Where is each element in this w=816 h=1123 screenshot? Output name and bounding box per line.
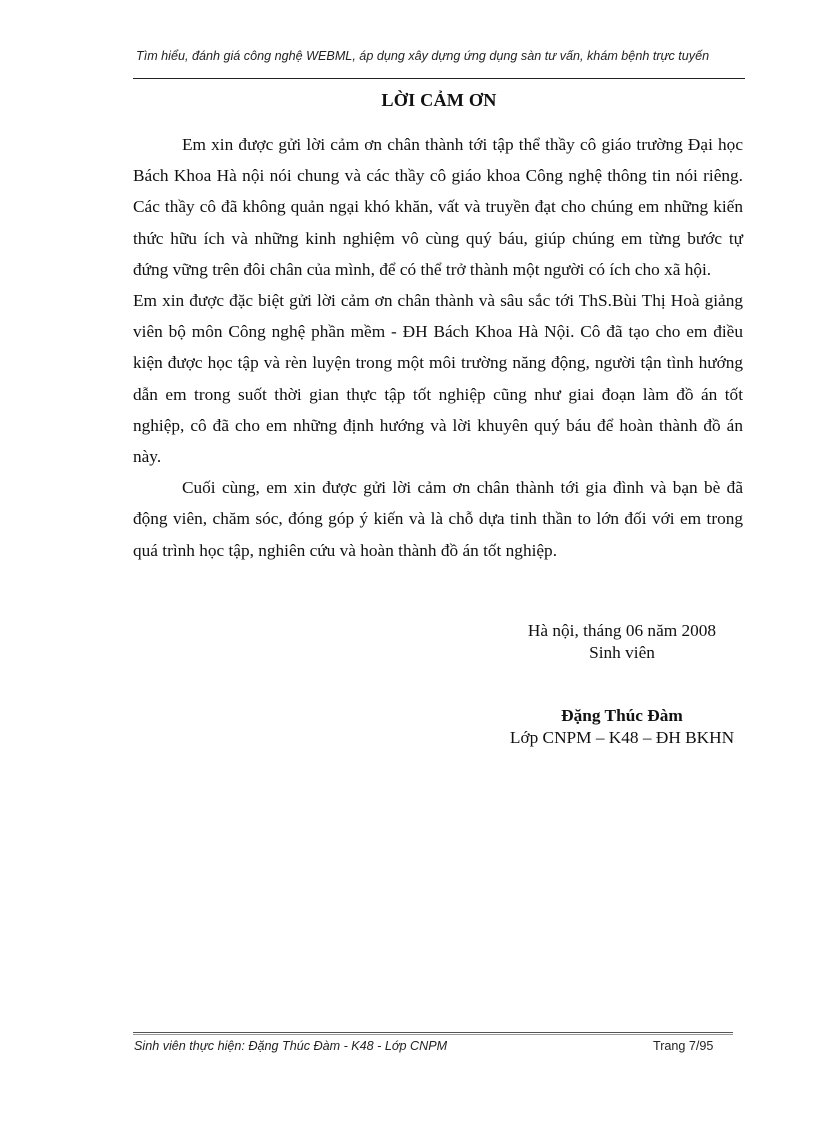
page-title: LỜI CẢM ƠN	[381, 90, 497, 110]
footer-author: Sinh viên thực hiện: Đặng Thúc Đàm - K48 - Lớp CNPM	[134, 1039, 448, 1053]
running-header: Tìm hiểu, đánh giá công nghệ WEBML, áp dụng xây dựng ứng dụng sàn tư vấn, khám bệnh trực tuyến	[136, 49, 710, 63]
paragraph-2: Em xin được đặc biệt gửi lời cảm ơn chân thành và sâu sắc tới ThS.Bùi Thị Hoà giảng viên bộ môn Công nghệ phần mềm - ĐH Bách Khoa Hà Nội. Cô đã tạo cho em điều kiện được học tập và rèn luyện trong một môi trường năng động, người tận tình hướng dẫn em trong suốt thời gian thực tập tốt nghiệp cũng như giai đoạn làm đồ án tốt nghiệp, cô đã cho em những định hướng và lời khuyên quý báu để hoàn thành đồ án này.	[133, 291, 743, 467]
paragraph-1: Em xin được gửi lời cảm ơn chân thành tới tập thể thầy cô giáo trường Đại học Bách Khoa Hà nội nói chung và các thầy cô giáo khoa Công nghệ thông tin nói riêng. Các thầy cô đã không quản ngại khó khăn, vất và truyền đạt cho chúng em những kiến thức hữu ích và những kinh nghiệm vô cùng quý báu, giúp chúng em từng bước tự đứng vững trên đôi chân của mình, để có thể trở thành một người có ích cho xã hội.	[133, 135, 743, 279]
footer-page-number: Trang 7/95	[653, 1039, 714, 1053]
signature-name: Đặng Thúc Đàm	[561, 706, 683, 725]
signature-role: Sinh viên	[589, 643, 655, 662]
footer-divider	[133, 1032, 733, 1033]
body-text	[133, 129, 743, 566]
signature-place-date: Hà nội, tháng 06 năm 2008	[527, 621, 717, 640]
paragraph-3: Cuối cùng, em xin được gửi lời cảm ơn chân thành tới gia đình và bạn bè đã động viên, chăm sóc, đóng góp ý kiến và là chỗ dựa tinh thần to lớn đối với em trong quá trình học tập, nghiên cứu và hoàn thành đồ án tốt nghiệp.	[133, 478, 743, 560]
footer-divider-shadow	[133, 1034, 733, 1035]
signature-class: Lớp CNPM – K48 – ĐH BKHN	[509, 728, 735, 747]
header-divider	[133, 78, 745, 79]
